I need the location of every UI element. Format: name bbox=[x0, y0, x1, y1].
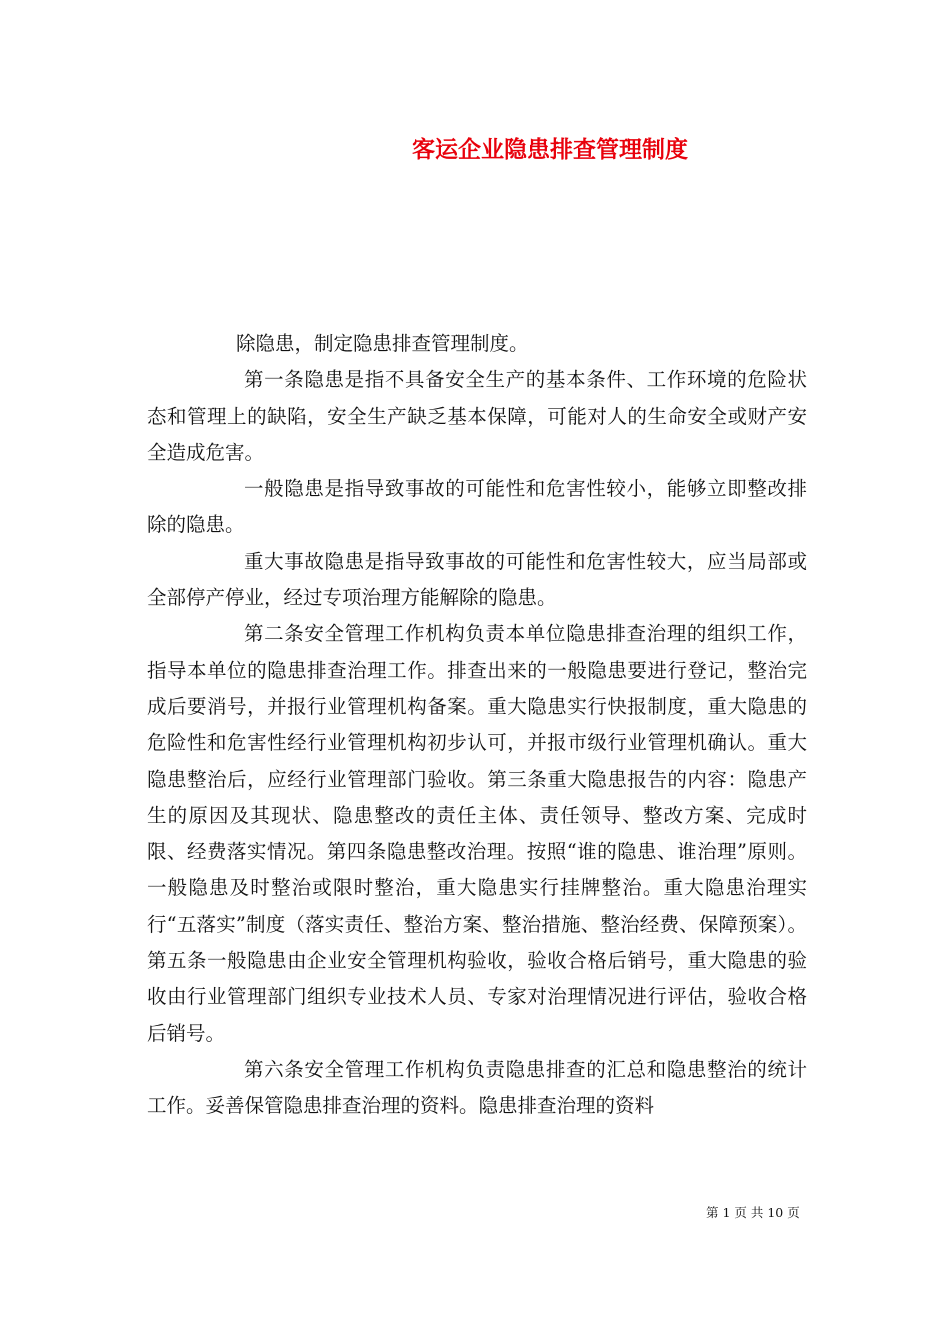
paragraph-article-6: 第六条安全管理工作机构负责隐患排查的汇总和隐患整治的统计工作。妥善保管隐患排查治理的资料。隐患排查治理的资料 bbox=[147, 1057, 807, 1118]
paragraph-major-hazard: 重大事故隐患是指导致事故的可能性和危害性较大，应当局部或全部停产停业，经过专项治理方能解除的隐患。 bbox=[147, 549, 807, 610]
document-body bbox=[147, 326, 807, 1125]
document-title: 客运企业隐患排查管理制度 bbox=[412, 136, 688, 163]
paragraph-intro: 除隐患，制定隐患排查管理制度。 bbox=[236, 332, 529, 355]
paragraph-general-hazard: 一般隐患是指导致事故的可能性和危害性较小，能够立即整改排除的隐患。 bbox=[147, 477, 807, 537]
page-number-footer: 第 1 页 共 10 页 bbox=[706, 1205, 800, 1220]
paragraph-article-2-5: 第二条安全管理工作机构负责本单位隐患排查治理的组织工作，指导本单位的隐患排查治理工作。排查出来的一般隐患要进行登记，整治完成后要消号，并报行业管理机构备案。重大隐患实行快报制度，重大隐患的危险性和危害性经行业管理机构初步认可，并报市级行业管理机确认。重大隐患整治后，应经行业管理部门验收。第三条重大隐患报告的内容：隐患产生的原因及其现状、隐患整改的责任主体、责任领导、整改方案、完成时限、经费落实情况。第四条隐患整改治理。按照“谁的隐患、谁治理”原则。一般隐患及时整治或限时整治，重大隐患实行挂牌整治。重大隐患治理实行“五落实”制度（落实责任、整治方案、整治措施、整治经费、保障预案）。第五条一般隐患由企业安全管理机构验收，验收合格后销号，重大隐患的验收由行业管理部门组织专业技术人员、专家对治理情况进行评估，验收合格后销号。 bbox=[147, 622, 807, 1045]
paragraph-article-1: 第一条隐患是指不具备安全生产的基本条件、工作环境的危险状态和管理上的缺陷，安全生产缺乏基本保障，可能对人的生命安全或财产安全造成危害。 bbox=[147, 368, 807, 464]
